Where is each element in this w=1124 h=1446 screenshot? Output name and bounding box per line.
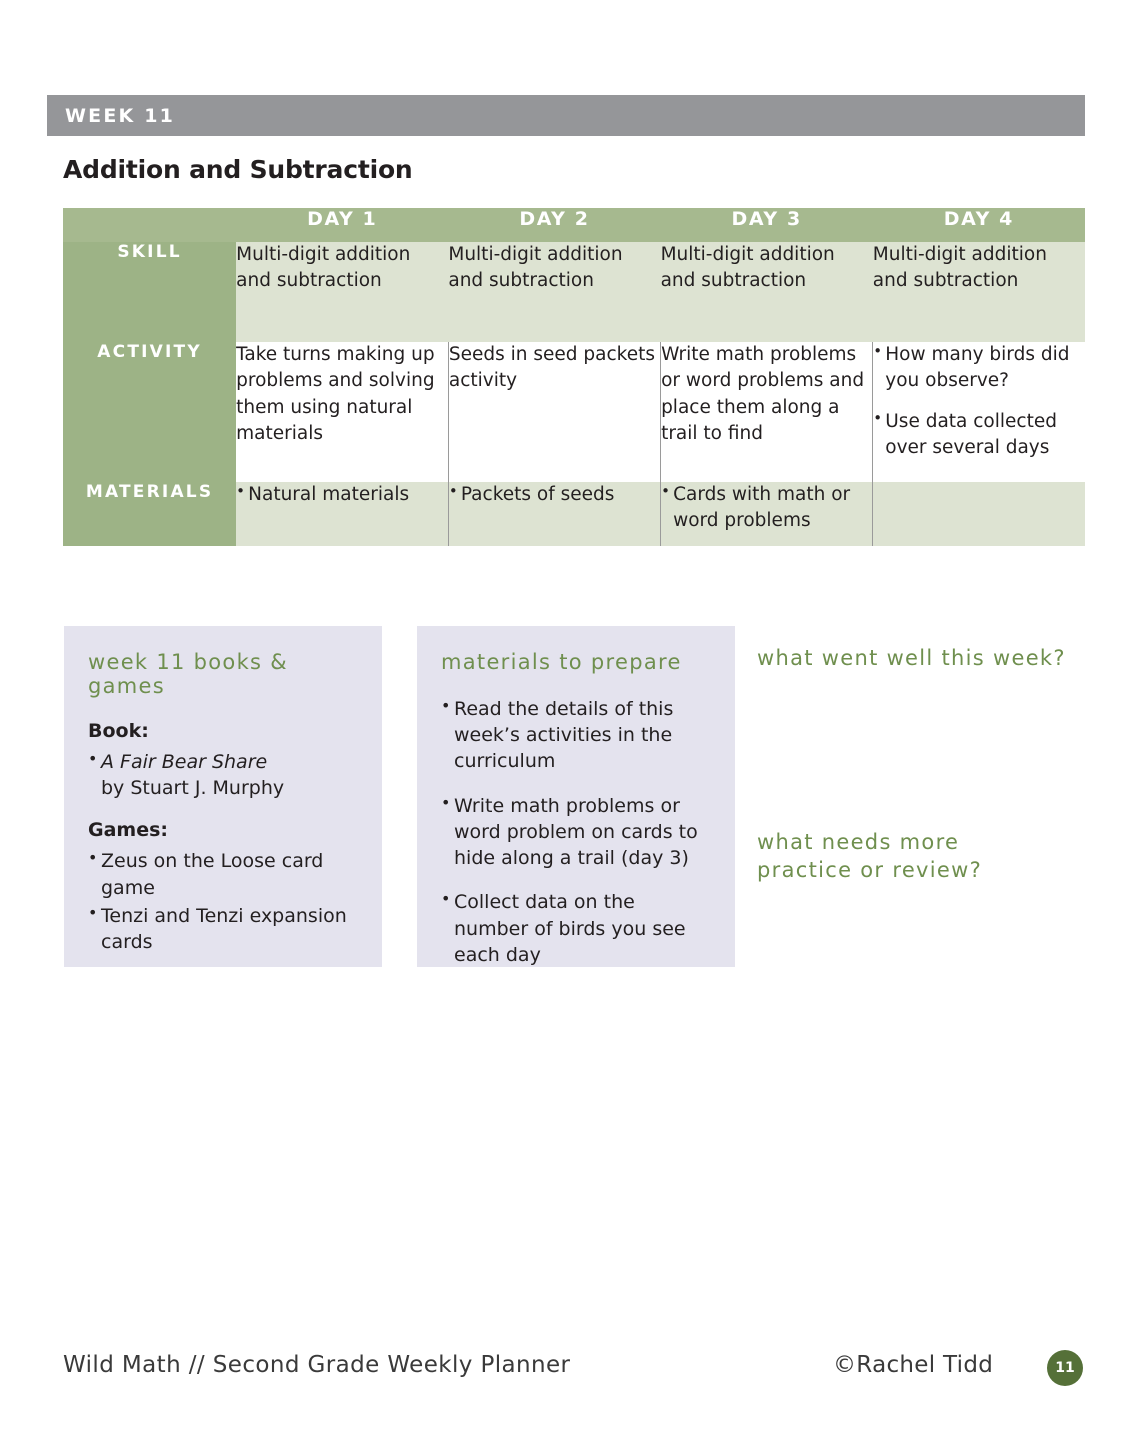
materials-day-2-bullet-list bbox=[449, 482, 660, 508]
prepare-list bbox=[441, 696, 713, 968]
games-subheading: Games: bbox=[88, 819, 169, 842]
row-label-materials: MATERIALS bbox=[63, 482, 236, 546]
week-header-bar bbox=[47, 95, 1085, 136]
materials-cell-day-2 bbox=[448, 482, 660, 546]
list-item: • How many birds did you observe? bbox=[873, 342, 1085, 395]
footer-copyright: ©Rachel Tidd bbox=[833, 1352, 994, 1378]
skill-cell-day-4: Multi-digit addition and subtraction bbox=[873, 242, 1085, 342]
materials-day-3-bullet-list bbox=[661, 482, 872, 535]
table-row-skill bbox=[63, 242, 1085, 342]
book-title: A Fair Bear Share bbox=[101, 751, 268, 773]
table-row-materials bbox=[63, 482, 1085, 546]
materials-cell-day-3 bbox=[661, 482, 873, 546]
activity-cell-day-1: Take turns making up problems and solving them using natural materials bbox=[236, 342, 448, 482]
weekly-planner-table bbox=[63, 208, 1085, 546]
header-corner-blank bbox=[63, 208, 236, 242]
books-and-games-panel bbox=[64, 626, 382, 967]
games-list bbox=[88, 848, 360, 955]
skill-cell-day-2: Multi-digit addition and subtraction bbox=[448, 242, 660, 342]
list-item bbox=[88, 749, 360, 801]
book-list bbox=[88, 749, 360, 801]
list-item: • Write math problems or word problem on cards to hide along a trail (day 3) bbox=[441, 793, 713, 872]
row-label-activity: ACTIVITY bbox=[63, 342, 236, 482]
list-item: • Natural materials bbox=[236, 482, 448, 508]
materials-cell-day-4 bbox=[873, 482, 1085, 546]
list-item: • Use data collected over several days bbox=[873, 409, 1085, 462]
activity-day-4-bullet-list bbox=[873, 342, 1085, 462]
activity-cell-day-3: Write math problems or word problems and place them along a trail to find bbox=[661, 342, 873, 482]
row-label-skill: SKILL bbox=[63, 242, 236, 342]
footer-title: Wild Math // Second Grade Weekly Planner bbox=[63, 1352, 571, 1378]
activity-cell-day-4 bbox=[873, 342, 1085, 482]
list-item: • Zeus on the Loose card game bbox=[88, 848, 360, 900]
column-header-day-4: DAY 4 bbox=[873, 208, 1085, 242]
reflection-prompt-went-well: what went well this week? bbox=[757, 646, 1066, 670]
book-author: by Stuart J. Murphy bbox=[101, 777, 285, 800]
materials-day-1-bullet-list bbox=[236, 482, 448, 508]
list-item: • Cards with math or word problems bbox=[661, 482, 872, 535]
books-panel-title: week 11 books & games bbox=[88, 650, 288, 698]
list-item: • Tenzi and Tenzi expansion cards bbox=[88, 903, 360, 955]
reflection-prompt-needs-practice: what needs more practice or review? bbox=[757, 830, 983, 882]
list-item: • Read the details of this week’s activities in the curriculum bbox=[441, 696, 713, 775]
column-header-day-2: DAY 2 bbox=[448, 208, 660, 242]
prepare-panel-title: materials to prepare bbox=[441, 650, 682, 674]
materials-cell-day-1 bbox=[236, 482, 448, 546]
list-item: • Collect data on the number of birds you see each day bbox=[441, 889, 713, 968]
table-header-row bbox=[63, 208, 1085, 242]
column-header-day-3: DAY 3 bbox=[661, 208, 873, 242]
page-number-badge: 11 bbox=[1047, 1350, 1083, 1386]
skill-cell-day-1: Multi-digit addition and subtraction bbox=[236, 242, 448, 342]
table-row-activity bbox=[63, 342, 1085, 482]
activity-cell-day-2: Seeds in seed packets activity bbox=[448, 342, 660, 482]
week-label: WEEK 11 bbox=[65, 104, 176, 127]
book-subheading: Book: bbox=[88, 720, 149, 742]
column-header-day-1: DAY 1 bbox=[236, 208, 448, 242]
page-title: Addition and Subtraction bbox=[63, 155, 413, 184]
materials-to-prepare-panel bbox=[417, 626, 735, 967]
list-item: • Packets of seeds bbox=[449, 482, 660, 508]
skill-cell-day-3: Multi-digit addition and subtraction bbox=[661, 242, 873, 342]
